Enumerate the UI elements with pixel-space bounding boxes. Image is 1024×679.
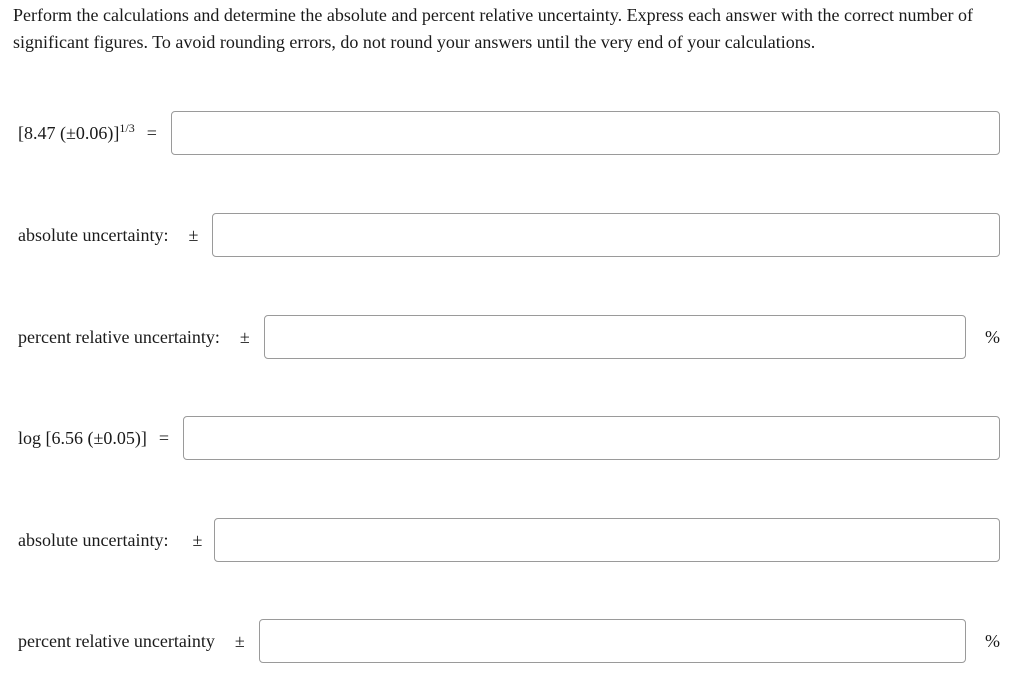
problem1-expression-base: [8.47 (±0.06)] [18,122,120,143]
percent-unit: % [985,630,1000,651]
plus-minus-sign: ± [234,630,245,651]
problem2-abs-label: absolute uncertainty: [18,529,169,550]
equals-sign: = [158,427,170,448]
instructions-text: Perform the calculations and determine the absolute and percent relative uncertainty. Express each answer with the correct number of significant figures. To avoid rounding errors, do not round your answers until the very end of your calculations. [13,5,973,52]
percent-unit: % [985,326,1000,347]
problem1-expression [18,120,135,144]
plus-minus-sign: ± [192,529,203,550]
problem1-pct-uncertainty-input[interactable] [264,315,966,359]
problem2-pct-row [18,617,1000,665]
problem1-pct-row [18,313,1000,361]
plus-minus-sign: ± [188,224,199,245]
equals-sign: = [146,122,157,143]
problem2-pct-uncertainty-input[interactable] [259,619,966,663]
problem1-exponent: 1/3 [119,120,135,135]
problem1-abs-uncertainty-input[interactable] [212,213,1000,257]
problem1-value-input[interactable] [171,111,1000,155]
problem2-abs-uncertainty-input[interactable] [214,518,1000,562]
problem1-abs-row [18,211,1000,259]
problem2-expression: log [6.56 (±0.05)] [18,427,147,448]
problem2-abs-row [18,516,1000,564]
problem1-value-row [18,109,1000,157]
problem1-pct-label: percent relative uncertainty: [18,326,220,347]
problem2-value-input[interactable] [183,416,1000,460]
plus-minus-sign: ± [239,326,250,347]
problem1-abs-label: absolute uncertainty: [18,224,169,245]
problem2-value-row [18,414,1000,462]
problem2-pct-label: percent relative uncertainty [18,630,215,651]
